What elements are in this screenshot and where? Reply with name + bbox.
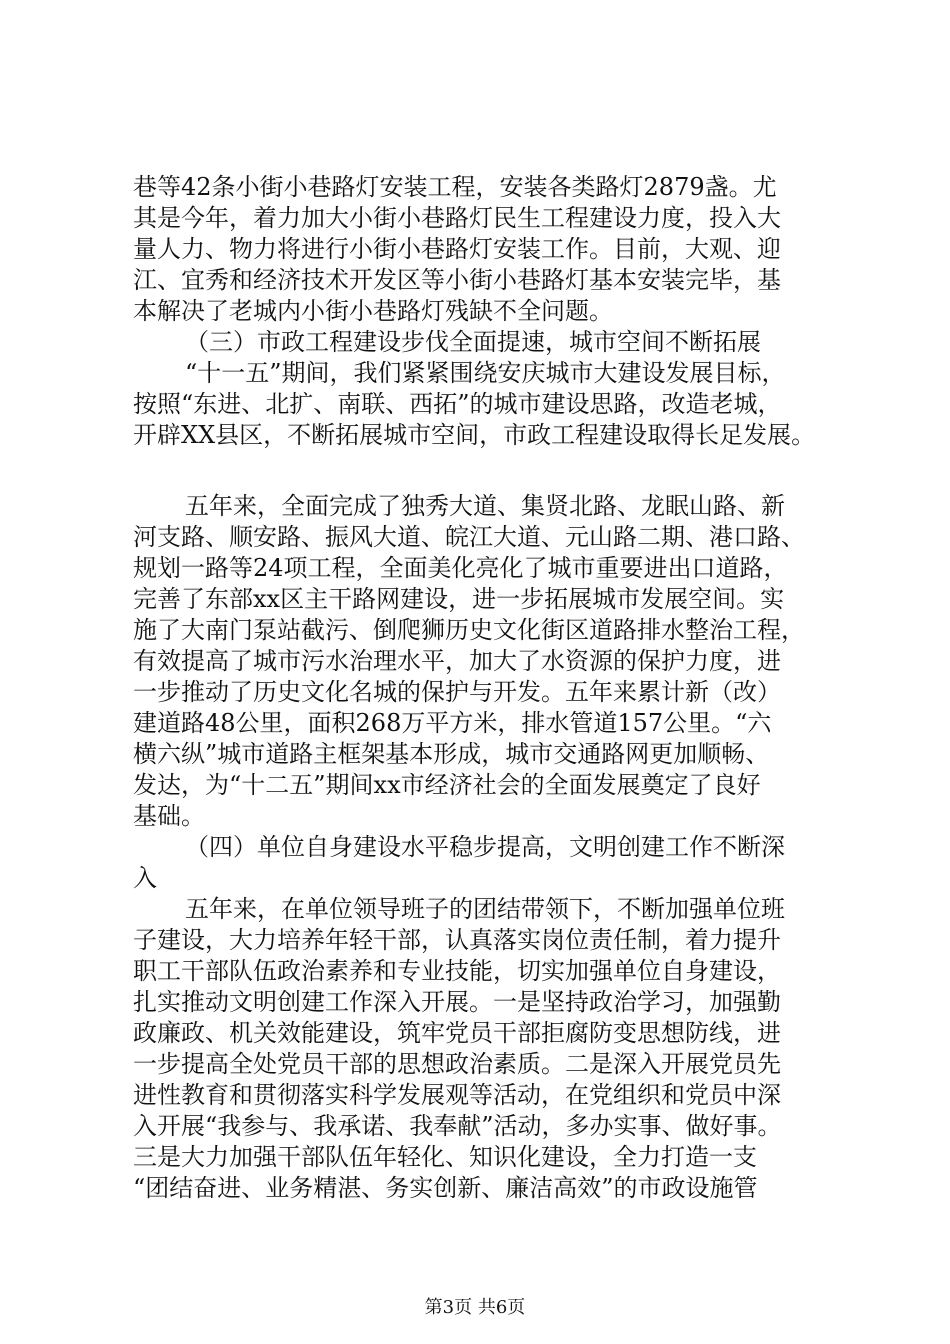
text-line: 施了大南门泵站截污、倒爬狮历史文化街区道路排水整治工程， [133,616,805,644]
text-line: 职工干部队伍政治素养和专业技能，切实加强单位自身建设， [133,957,781,985]
text-line: 有效提高了城市污水治理水平，加大了水资源的保护力度，进 [133,647,781,675]
text-line: 扎实推动文明创建工作深入开展。一是坚持政治学习，加强勤 [133,988,781,1016]
text-line: 其是今年，着力加大小街小巷路灯民生工程建设力度，投入大 [133,204,781,232]
text-line: 五年来，在单位领导班子的团结带领下，不断加强单位班 [185,895,785,923]
text-line: 江、宜秀和经济技术开发区等小街小巷路灯基本安装完毕，基 [133,266,781,294]
page-footer: 第3页 共6页 [424,1297,526,1318]
text-line: 河支路、顺安路、振风大道、皖江大道、元山路二期、港口路、 [133,523,805,551]
section-heading: （四）单位自身建设水平稳步提高，文明创建工作不断深 [185,833,785,861]
text-line: 规划一路等24项工程，全面美化亮化了城市重要进出口道路， [133,554,788,582]
text-line: 一步提高全处党员干部的思想政治素质。二是深入开展党员先 [133,1050,781,1078]
text-line: 建道路48公里，面积268万平方米，排水管道157公里。“六 [133,709,772,737]
text-line: 按照“东进、北扩、南联、西拓”的城市建设思路，改造老城， [133,390,782,418]
section-heading: （三）市政工程建设步伐全面提速，城市空间不断拓展 [185,328,761,356]
text-line: 三是大力加强干部队伍年轻化、知识化建设，全力打造一支 [133,1143,757,1171]
text-line: 进性教育和贯彻落实科学发展观等活动，在党组织和党员中深 [133,1081,781,1109]
text-line: 完善了东部xx区主干路网建设，进一步拓展城市发展空间。实 [133,585,785,613]
text-line: 一步推动了历史文化名城的保护与开发。五年来累计新（改） [133,678,781,706]
text-line: 子建设，大力培养年轻干部，认真落实岗位责任制，着力提升 [133,926,781,954]
text-line: 量人力、物力将进行小街小巷路灯安装工作。目前，大观、迎 [133,235,781,263]
text-line: 发达，为“十二五”期间xx市经济社会的全面发展奠定了良好 [133,771,761,799]
text-line: 巷等42条小街小巷路灯安装工程，安装各类路灯2879盏。尤 [133,173,777,201]
text-line: 基础。 [133,802,205,830]
text-line: 政廉政、机关效能建设，筑牢党员干部拒腐防变思想防线，进 [133,1019,781,1047]
text-line: “团结奋进、业务精湛、务实创新、廉洁高效”的市政设施管 [133,1174,758,1202]
text-line: 横六纵”城市道路主框架基本形成，城市交通路网更加顺畅、 [133,740,770,768]
text-line: “十一五”期间，我们紧紧围绕安庆城市大建设发展目标， [185,359,786,387]
text-line: 开辟XX县区，不断拓展城市空间，市政工程建设取得长足发展。 [133,421,816,449]
text-line: 入开展“我参与、我承诺、我奉献”活动，多办实事、做好事。 [133,1112,782,1140]
text-line: 本解决了老城内小街小巷路灯残缺不全问题。 [133,297,613,325]
section-heading-cont: 入 [133,864,157,892]
text-line: 五年来，全面完成了独秀大道、集贤北路、龙眠山路、新 [185,492,785,520]
